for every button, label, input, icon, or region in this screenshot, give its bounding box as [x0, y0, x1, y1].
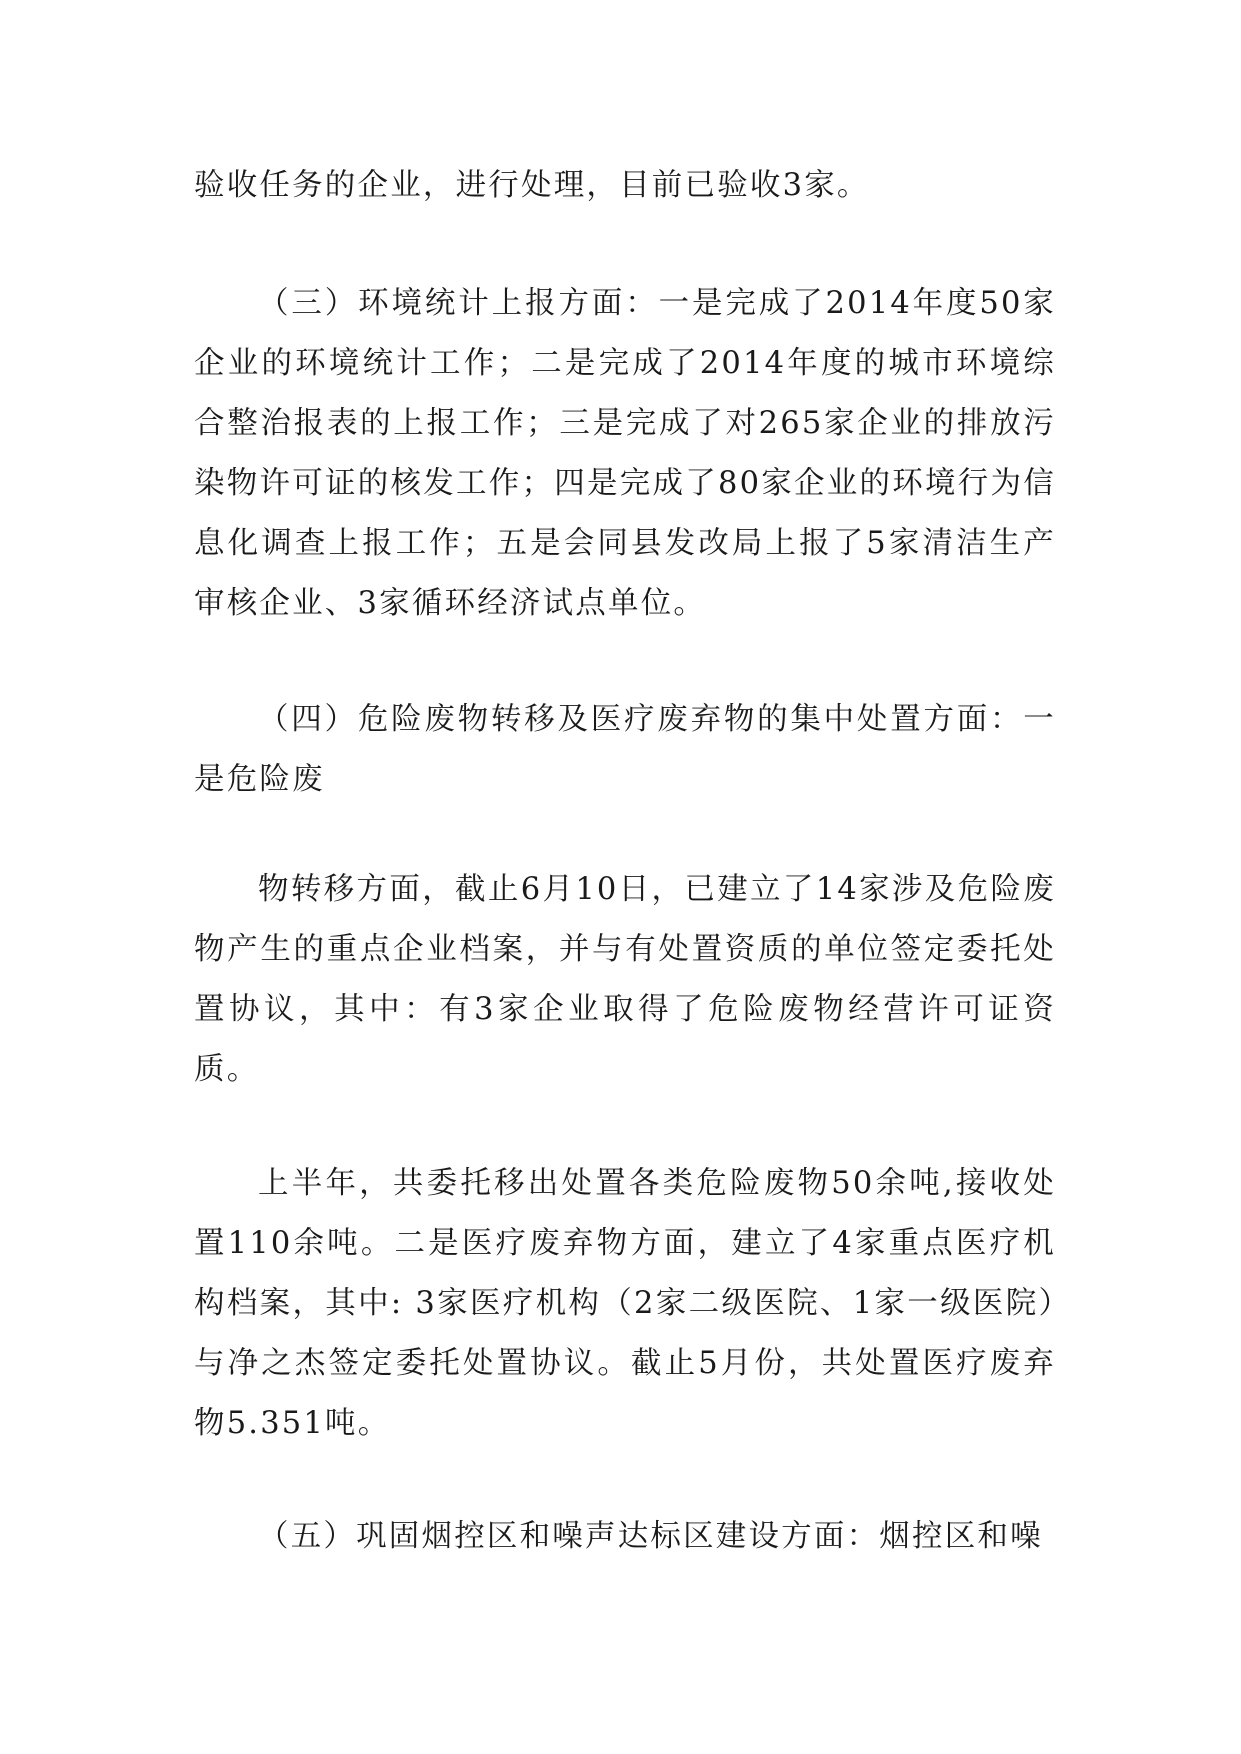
paragraph-environment-statistics: （三）环境统计上报方面：一是完成了2014年度50家企业的环境统计工作；二是完成了2014年度的城市环境综合整治报表的上报工作；三是完成了对265家企业的排放污染物许可证的核发工作；四是完成了80家企业的环境行为信息化调查上报工作；五是会同县发改局上报了5家清洁生产审核企业、3家循环经济试点单位。: [194, 286, 1056, 621]
paragraph-smoke-noise-zones: （五）巩固烟控区和噪声达标区建设方面：烟控区和噪: [258, 1519, 1043, 1554]
paragraph-acceptance-tasks: 验收任务的企业，进行处理，目前已验收3家。: [194, 168, 870, 203]
paragraph-waste-transfer: 物转移方面，截止6月10日，已建立了14家涉及危险废物产生的重点企业档案，并与有处置资质的单位签定委托处置协议，其中：有3家企业取得了危险废物经营许可证资质。: [194, 872, 1056, 1087]
paragraph-first-half-disposal: 上半年，共委托移出处置各类危险废物50余吨,接收处置110余吨。二是医疗废弃物方面，建立了4家重点医疗机构档案，其中: 3家医疗机构（2家二级医院、1家一级医院）与净之杰签定委托处置协议。截止5月份，共处置医疗废弃物5.351吨。: [194, 1166, 1056, 1441]
paragraph-hazardous-waste-heading: （四）危险废物转移及医疗废弃物的集中处置方面：一是危险废: [194, 702, 1056, 797]
